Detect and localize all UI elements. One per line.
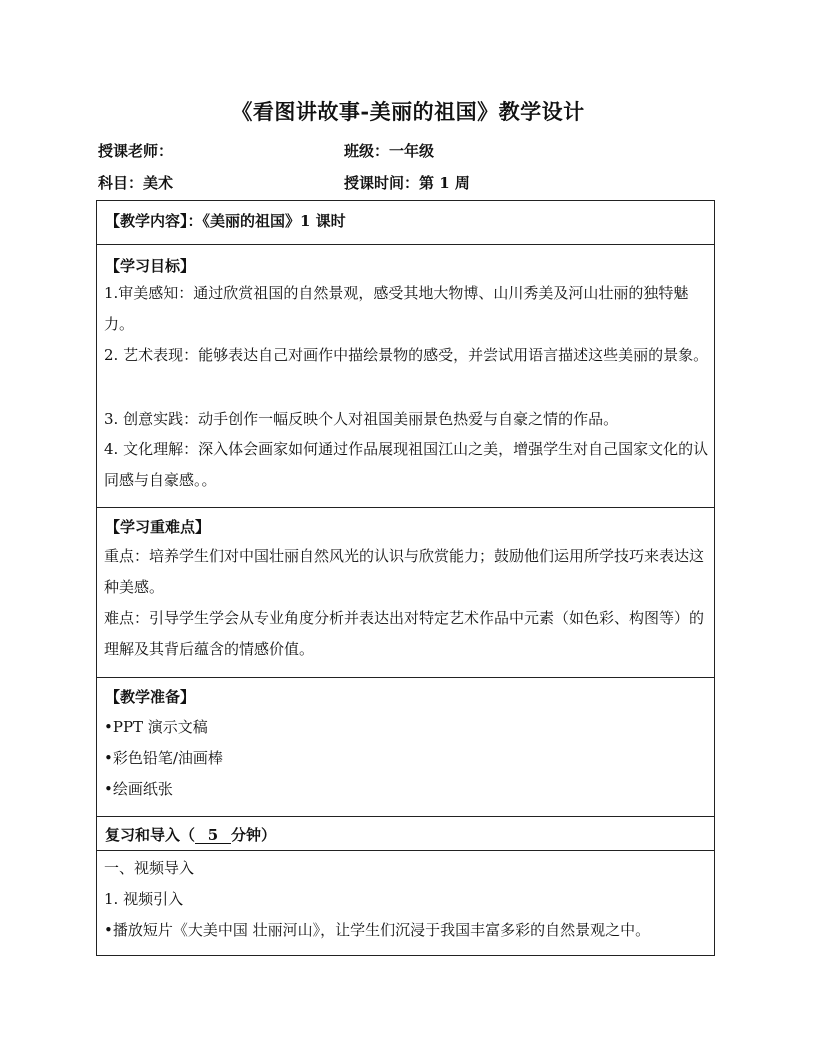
prep-item: •绘画纸张 xyxy=(104,780,173,798)
prep-header: 【教学准备】 xyxy=(105,688,196,706)
class-label: 班级：一年级 xyxy=(344,142,435,160)
objective-item: 4. 文化理解：深入体会画家如何通过作品展现祖国江山之美，增强学生对自己国家文化的认同感与自豪感。。 xyxy=(104,440,709,489)
intro-line: •播放短片《大美中国 壮丽河山》，让学生们沉浸于我国丰富多彩的自然景观之中。 xyxy=(104,921,651,939)
section-keypoints xyxy=(97,508,714,678)
intro-line: 1. 视频引入 xyxy=(104,890,184,908)
section-review xyxy=(97,817,714,851)
prep-item: •PPT 演示文稿 xyxy=(104,718,208,736)
keypoint-difficult: 难点：引导学生学会从专业角度分析并表达出对特定艺术作品中元素（如色彩、构图等）的理解及其背后蕴含的情感价值。 xyxy=(104,609,705,658)
objectives-header: 【学习目标】 xyxy=(105,257,196,275)
section-preparation xyxy=(97,678,714,817)
intro-line: 一、视频导入 xyxy=(104,859,195,877)
objective-item: 2. 艺术表现：能够表达自己对画作中描绘景物的感受，并尝试用语言描述这些美丽的景象。 xyxy=(104,346,709,364)
prep-item: •彩色铅笔/油画棒 xyxy=(104,749,223,767)
review-header-prefix: 复习和导入（ xyxy=(105,826,196,844)
section-intro xyxy=(97,851,714,955)
objective-item: 1.审美感知：通过欣赏祖国的自然景观，感受其地大物博、山川秀美及河山壮丽的独特魅力。 xyxy=(104,284,689,333)
content-label: 【教学内容】：《美丽的祖国》1 课时 xyxy=(105,212,346,230)
time-label: 授课时间：第 1 周 xyxy=(344,174,470,192)
review-minutes: 5 xyxy=(195,827,231,844)
document-title: 《看图讲故事-美丽的祖国》教学设计 xyxy=(231,99,585,124)
objective-item: 3. 创意实践：动手创作一幅反映个人对祖国美丽景色热爱与自豪之情的作品。 xyxy=(104,410,619,428)
section-content xyxy=(97,201,714,245)
review-header-suffix: 分钟） xyxy=(231,826,277,844)
keypoints-header: 【学习重难点】 xyxy=(105,518,211,536)
lesson-table xyxy=(96,200,715,956)
review-header xyxy=(105,824,276,845)
keypoint-key: 重点：培养学生们对中国壮丽自然风光的认识与欣赏能力；鼓励他们运用所学技巧来表达这种美感。 xyxy=(104,547,705,596)
subject-label: 科目：美术 xyxy=(98,174,174,192)
teacher-label: 授课老师： xyxy=(98,142,174,160)
section-objectives xyxy=(97,245,714,508)
